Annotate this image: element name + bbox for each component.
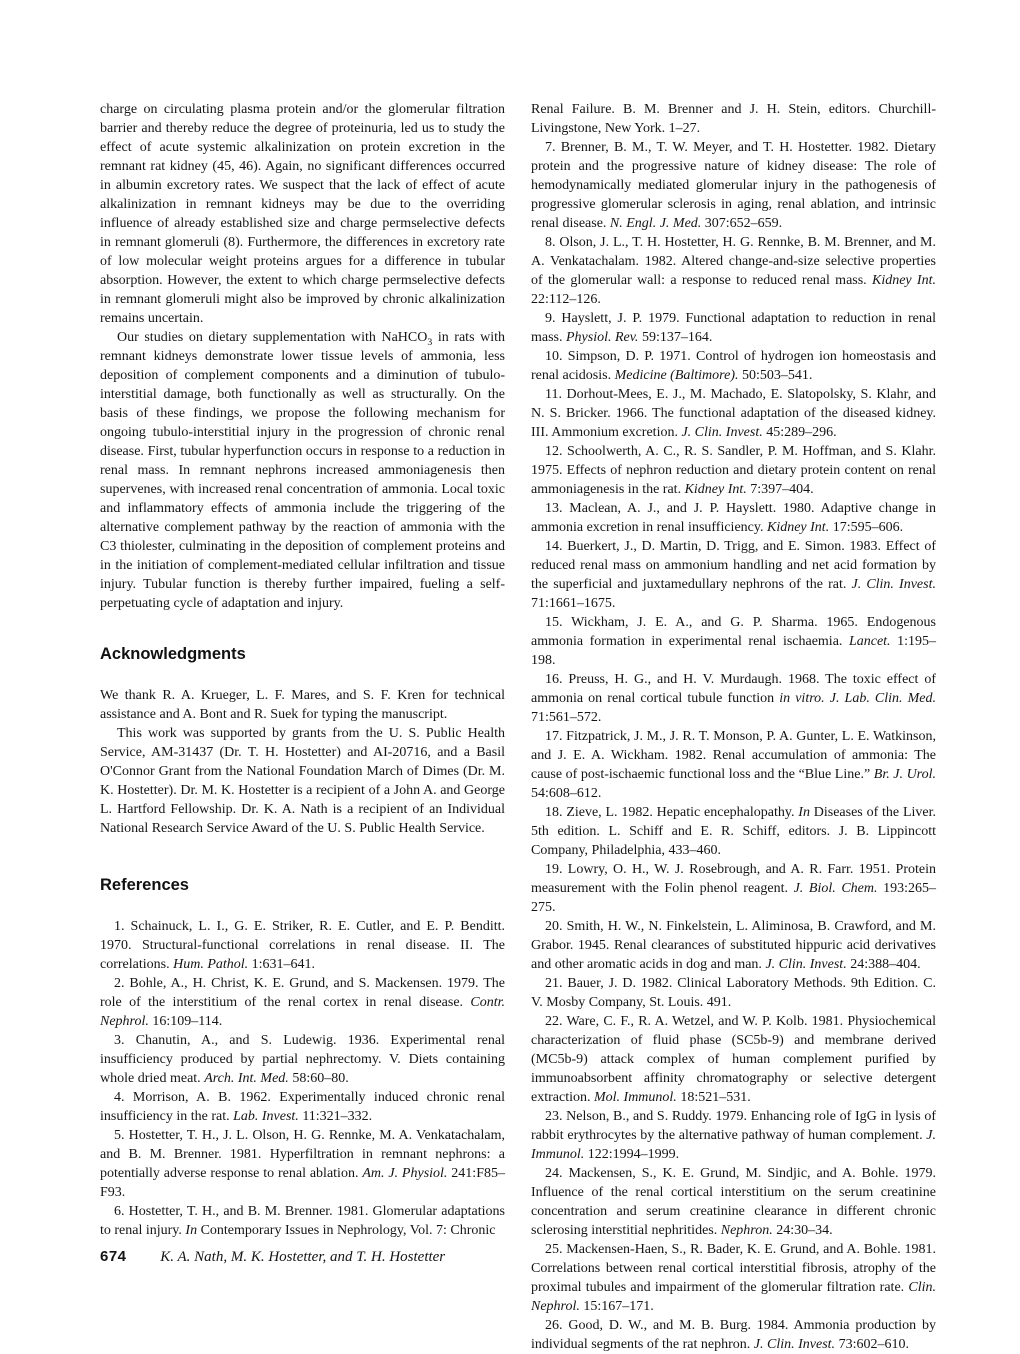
reference-item: 2. Bohle, A., H. Christ, K. E. Grund, and S. Mackensen. 1979. The role of the interstitium of the renal cortex in renal disease. Contr. Nephrol. 16:109–114. (100, 976, 505, 1029)
running-authors: K. A. Nath, M. K. Hostetter, and T. H. Hostetter (160, 1249, 446, 1265)
acknowledgments-paragraph: This work was supported by grants from the U. S. Public Health Service, AM-31437 (Dr. T. H. Hostetter) and AI-20716, and a Basil O'Connor Grant from the National Foundation March of Dimes (Dr. M. K. Hostetter). Dr. M. K. Hostetter is a recipient of a John A. and George L. Hartford Fellowship. Dr. K. A. Nath is a recipient of an Individual National Research Service Award of the U. S. Public Health Service. (100, 726, 505, 836)
reference-item: 22. Ware, C. F., R. A. Wetzel, and W. P. Kolb. 1981. Physiochemical characterization of fluid phase (SC5b-9) and membrane derived (MC5b-9) attack complex of human complement purified by immunoabsorbent affinity chromatography or selective detergent extraction. Mol. Immunol. 18:521–531. (531, 1014, 936, 1105)
body-paragraph: Our studies on dietary supplementation with NaHCO$_3$ in rats with remnant kidneys demonstrate lower tissue levels of ammonia, less deposition of complement components and a diminution of tubulo-interstitial damage, both functionally as well as structurally. On the basis of these findings, we propose the following mechanism for ongoing tubulo-interstitial injury in the progression of chronic renal disease. First, tubular hyperfunction occurs in response to a reduction in renal mass. In remnant nephrons increased ammoniagenesis then supervenes, with increased renal concentration of ammonia. Local toxic and inflammatory effects of ammonia include the triggering of the alternative complement pathway by the reaction of ammonia with the C3 thiolester, culminating in the deposition of complement proteins and in the initiation of complement-mediated cellular infiltration and tissue injury. Tubular function is thereby further impaired, fueling a self-perpetuating cycle of adaptation and injury. (100, 330, 505, 611)
acknowledgments-heading: Acknowledgments (100, 645, 246, 663)
reference-item: 25. Mackensen-Haen, S., R. Bader, K. E. Grund, and A. Bohle. 1981. Correlations between renal cortical interstitial fibrosis, atrophy of the proximal tubules and impairment of the glomerular filtration rate. Clin. Nephrol. 15:167–171. (531, 1242, 936, 1314)
reference-item: 7. Brenner, B. M., T. W. Meyer, and T. H. Hostetter. 1982. Dietary protein and the progressive nature of kidney disease: The role of hemodynamically mediated glomerular injury in the pathogenesis of progressive glomerular sclerosis in aging, renal ablation, and intrinsic renal disease. N. Engl. J. Med. 307:652–659. (531, 140, 936, 231)
reference-item: 1. Schainuck, L. I., G. E. Striker, R. E. Cutler, and E. P. Benditt. 1970. Structural-functional correlations in renal disease. II. The correlations. Hum. Pathol. 1:631–641. (100, 919, 505, 972)
reference-item: 5. Hostetter, T. H., J. L. Olson, H. G. Rennke, M. A. Venkatachalam, and B. M. Brenner. 1981. Hyperfiltration in remnant nephrons: a potentially adverse response to renal ablation. Am. J. Physiol. 241:F85–F93. (100, 1128, 505, 1200)
references-list-right (531, 100, 936, 1354)
reference-item: 14. Buerkert, J., D. Martin, D. Trigg, and E. Simon. 1983. Effect of reduced renal mass on ammonium handling and net acid formation by the superficial and juxtamedullary nephrons of the rat. J. Clin. Invest. 71:1661–1675. (531, 539, 936, 611)
reference-item: Renal Failure. B. M. Brenner and J. H. Stein, editors. Churchill-Livingstone, New York. 1–27. (531, 102, 936, 136)
reference-item: 12. Schoolwerth, A. C., R. S. Sandler, P. M. Hoffman, and S. Klahr. 1975. Effects of nephron reduction and dietary protein content on renal ammoniagenesis in the rat. Kidney Int. 7:397–404. (531, 444, 936, 497)
reference-item: 8. Olson, J. L., T. H. Hostetter, H. G. Rennke, B. M. Brenner, and M. A. Venkatachalam. 1982. Altered change-and-size selective properties of the glomerular wall: a response to reduced renal mass. Kidney Int. 22:112–126. (531, 235, 936, 307)
reference-item: 11. Dorhout-Mees, E. J., M. Machado, E. Slatopolsky, S. Klahr, and N. S. Bricker. 1966. The functional adaptation of the diseased kidney. III. Ammonium excretion. J. Clin. Invest. 45:289–296. (531, 387, 936, 440)
body-paragraphs (100, 100, 505, 613)
reference-item: 19. Lowry, O. H., W. J. Rosebrough, and A. R. Farr. 1951. Protein measurement with the Folin phenol reagent. J. Biol. Chem. 193:265–275. (531, 862, 936, 915)
reference-item: 26. Good, D. W., and M. B. Burg. 1984. Ammonia production by individual segments of the rat nephron. J. Clin. Invest. 73:602–610. (531, 1318, 936, 1352)
reference-item: 16. Preuss, H. G., and H. V. Murdaugh. 1968. The toxic effect of ammonia on renal cortical tubule function in vitro. J. Lab. Clin. Med. 71:561–572. (531, 672, 936, 725)
reference-item: 15. Wickham, J. E. A., and G. P. Sharma. 1965. Endogenous ammonia formation in experimental renal ischaemia. Lancet. 1:195–198. (531, 615, 936, 668)
page-number: 674 (100, 1248, 127, 1265)
reference-item: 23. Nelson, B., and S. Ruddy. 1979. Enhancing role of IgG in lysis of rabbit erythrocytes by the alternative pathway of human complement. J. Immunol. 122:1994–1999. (531, 1109, 936, 1162)
acknowledgments-paragraphs (100, 686, 505, 838)
left-column (100, 100, 505, 1354)
body-paragraph: charge on circulating plasma protein and/or the glomerular filtration barrier and thereby reduce the degree of proteinuria, led us to study the effect of acute systemic alkalinization on protein excretion in the remnant rat kidney (45, 46). Again, no significant differences occurred in albumin excretory rates. We suspect that the lack of effect of acute alkalinization in remnant kidneys may be due to the overriding influence of already established size and charge permselective defects in remnant glomeruli (8). Furthermore, the differences in excretory rate of low molecular weight proteins argues for a difference in tubular absorption. However, the extent to which charge permselective defects in remnant glomeruli might also be improved by chronic alkalinization remains uncertain. (100, 102, 505, 326)
references-heading: References (100, 876, 189, 894)
reference-item: 24. Mackensen, S., K. E. Grund, M. Sindjic, and A. Bohle. 1979. Influence of the renal cortical interstitium on the serum creatinine concentration and serum creatinine clearance in different chronic sclerosing interstitial nephritides. Nephron. 24:30–34. (531, 1166, 936, 1238)
reference-item: 3. Chanutin, A., and S. Ludewig. 1936. Experimental renal insufficiency produced by partial nephrectomy. V. Diets containing whole dried meat. Arch. Int. Med. 58:60–80. (100, 1033, 505, 1086)
reference-item: 6. Hostetter, T. H., and B. M. Brenner. 1981. Glomerular adaptations to renal injury. In Contemporary Issues in Nephrology, Vol. 7: Chronic (100, 1204, 505, 1238)
page-footer (100, 1248, 445, 1266)
reference-item: 18. Zieve, L. 1982. Hepatic encephalopathy. In Diseases of the Liver. 5th edition. L. Schiff and E. R. Schiff, editors. J. B. Lippincott Company, Philadelphia, 433–460. (531, 805, 936, 858)
reference-item: 13. Maclean, A. J., and J. P. Hayslett. 1980. Adaptive change in ammonia excretion in renal insufficiency. Kidney Int. 17:595–606. (531, 501, 936, 535)
reference-item: 20. Smith, H. W., N. Finkelstein, L. Aliminosa, B. Crawford, and M. Grabor. 1945. Renal clearances of substituted hippuric acid derivatives and other aromatic acids in dog and man. J. Clin. Invest. 24:388–404. (531, 919, 936, 972)
right-column (531, 100, 936, 1354)
reference-item: 9. Hayslett, J. P. 1979. Functional adaptation to reduction in renal mass. Physiol. Rev. 59:137–164. (531, 311, 936, 345)
references-list-left (100, 917, 505, 1240)
reference-item: 10. Simpson, D. P. 1971. Control of hydrogen ion homeostasis and renal acidosis. Medicine (Baltimore). 50:503–541. (531, 349, 936, 383)
reference-item: 4. Morrison, A. B. 1962. Experimentally induced chronic renal insufficiency in the rat. Lab. Invest. 11:321–332. (100, 1090, 505, 1124)
acknowledgments-paragraph: We thank R. A. Krueger, L. F. Mares, and S. F. Kren for technical assistance and A. Bont and R. Suek for typing the manuscript. (100, 688, 505, 722)
reference-item: 21. Bauer, J. D. 1982. Clinical Laboratory Methods. 9th Edition. C. V. Mosby Company, St. Louis. 491. (531, 976, 936, 1010)
reference-item: 17. Fitzpatrick, J. M., J. R. T. Monson, P. A. Gunter, L. E. Watkinson, and J. E. A. Wickham. 1982. Renal accumulation of ammonia: The cause of post-ischaemic functional loss and the “Blue Line.” Br. J. Urol. 54:608–612. (531, 729, 936, 801)
